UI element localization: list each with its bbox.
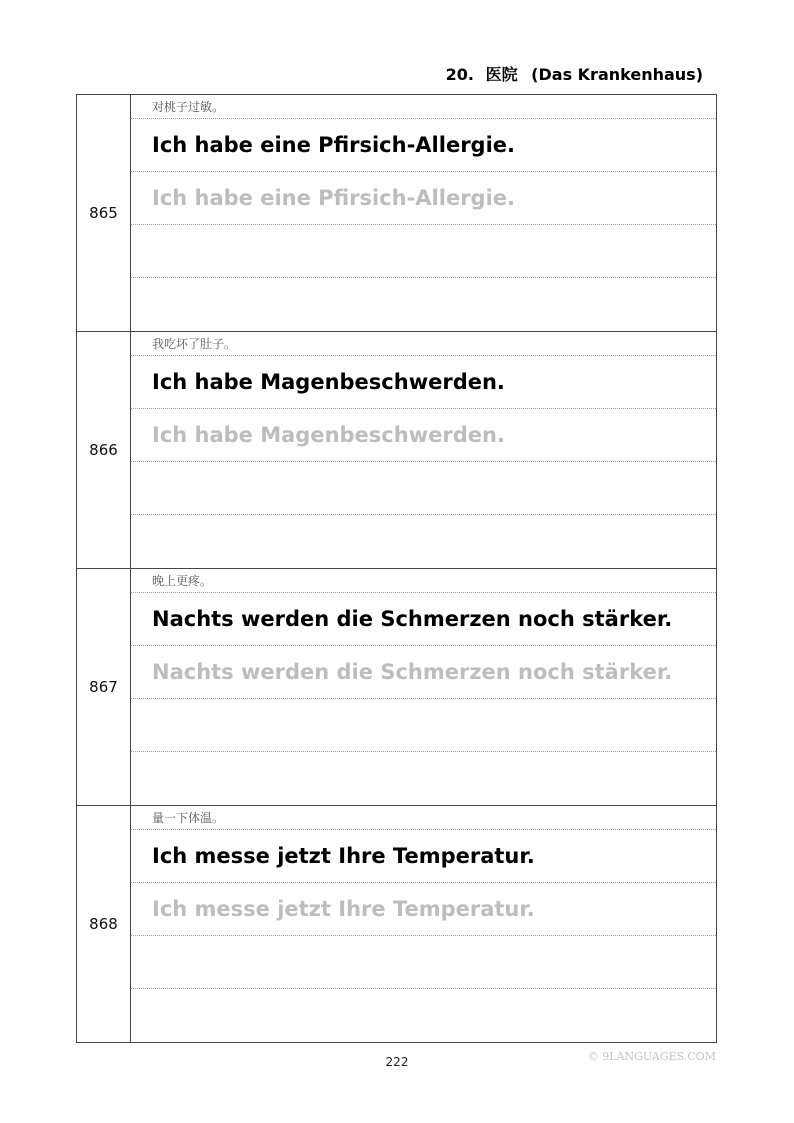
- blank-practice-line: [131, 462, 716, 515]
- trace-sentence: Nachts werden die Schmerzen noch stärker.: [131, 646, 716, 699]
- blank-practice-line: [131, 752, 716, 805]
- chinese-hint: 我吃坏了肚子。: [131, 332, 716, 356]
- entry-number: 866: [76, 332, 131, 568]
- page-number: 222: [385, 1055, 409, 1069]
- page-title: [446, 62, 703, 85]
- trace-sentence: Ich messe jetzt Ihre Temperatur.: [131, 883, 716, 936]
- blank-practice-line: [131, 515, 716, 568]
- entry-868: [76, 805, 716, 1042]
- chapter-title-german: (Das Krankenhaus): [531, 65, 703, 84]
- writing-lines: [131, 569, 716, 805]
- entry-number: 865: [76, 95, 131, 331]
- entry-number: 868: [76, 806, 131, 1042]
- german-sentence: Nachts werden die Schmerzen noch stärker.: [131, 593, 716, 646]
- writing-lines: [131, 95, 716, 331]
- entry-number: 867: [76, 569, 131, 805]
- chapter-number: 20.: [445, 65, 474, 84]
- copyright-notice: © 9LANGUAGES.COM: [587, 1050, 716, 1063]
- german-sentence: Ich habe Magenbeschwerden.: [131, 356, 716, 409]
- entry-865: [76, 95, 716, 331]
- blank-practice-line: [131, 989, 716, 1042]
- blank-practice-line: [131, 278, 716, 331]
- entry-866: [76, 331, 716, 568]
- entry-867: [76, 568, 716, 805]
- chinese-hint: 对桃子过敏。: [131, 95, 716, 119]
- practice-table: [76, 94, 717, 1043]
- chinese-hint: 量一下体温。: [131, 806, 716, 830]
- trace-sentence: Ich habe Magenbeschwerden.: [131, 409, 716, 462]
- chinese-hint: 晚上更疼。: [131, 569, 716, 593]
- german-sentence: Ich habe eine Pfirsich-Allergie.: [131, 119, 716, 172]
- writing-lines: [131, 806, 716, 1042]
- blank-practice-line: [131, 936, 716, 989]
- blank-practice-line: [131, 699, 716, 752]
- writing-lines: [131, 332, 716, 568]
- blank-practice-line: [131, 225, 716, 278]
- chapter-title-chinese: 医院: [485, 65, 518, 84]
- german-sentence: Ich messe jetzt Ihre Temperatur.: [131, 830, 716, 883]
- trace-sentence: Ich habe eine Pfirsich-Allergie.: [131, 172, 716, 225]
